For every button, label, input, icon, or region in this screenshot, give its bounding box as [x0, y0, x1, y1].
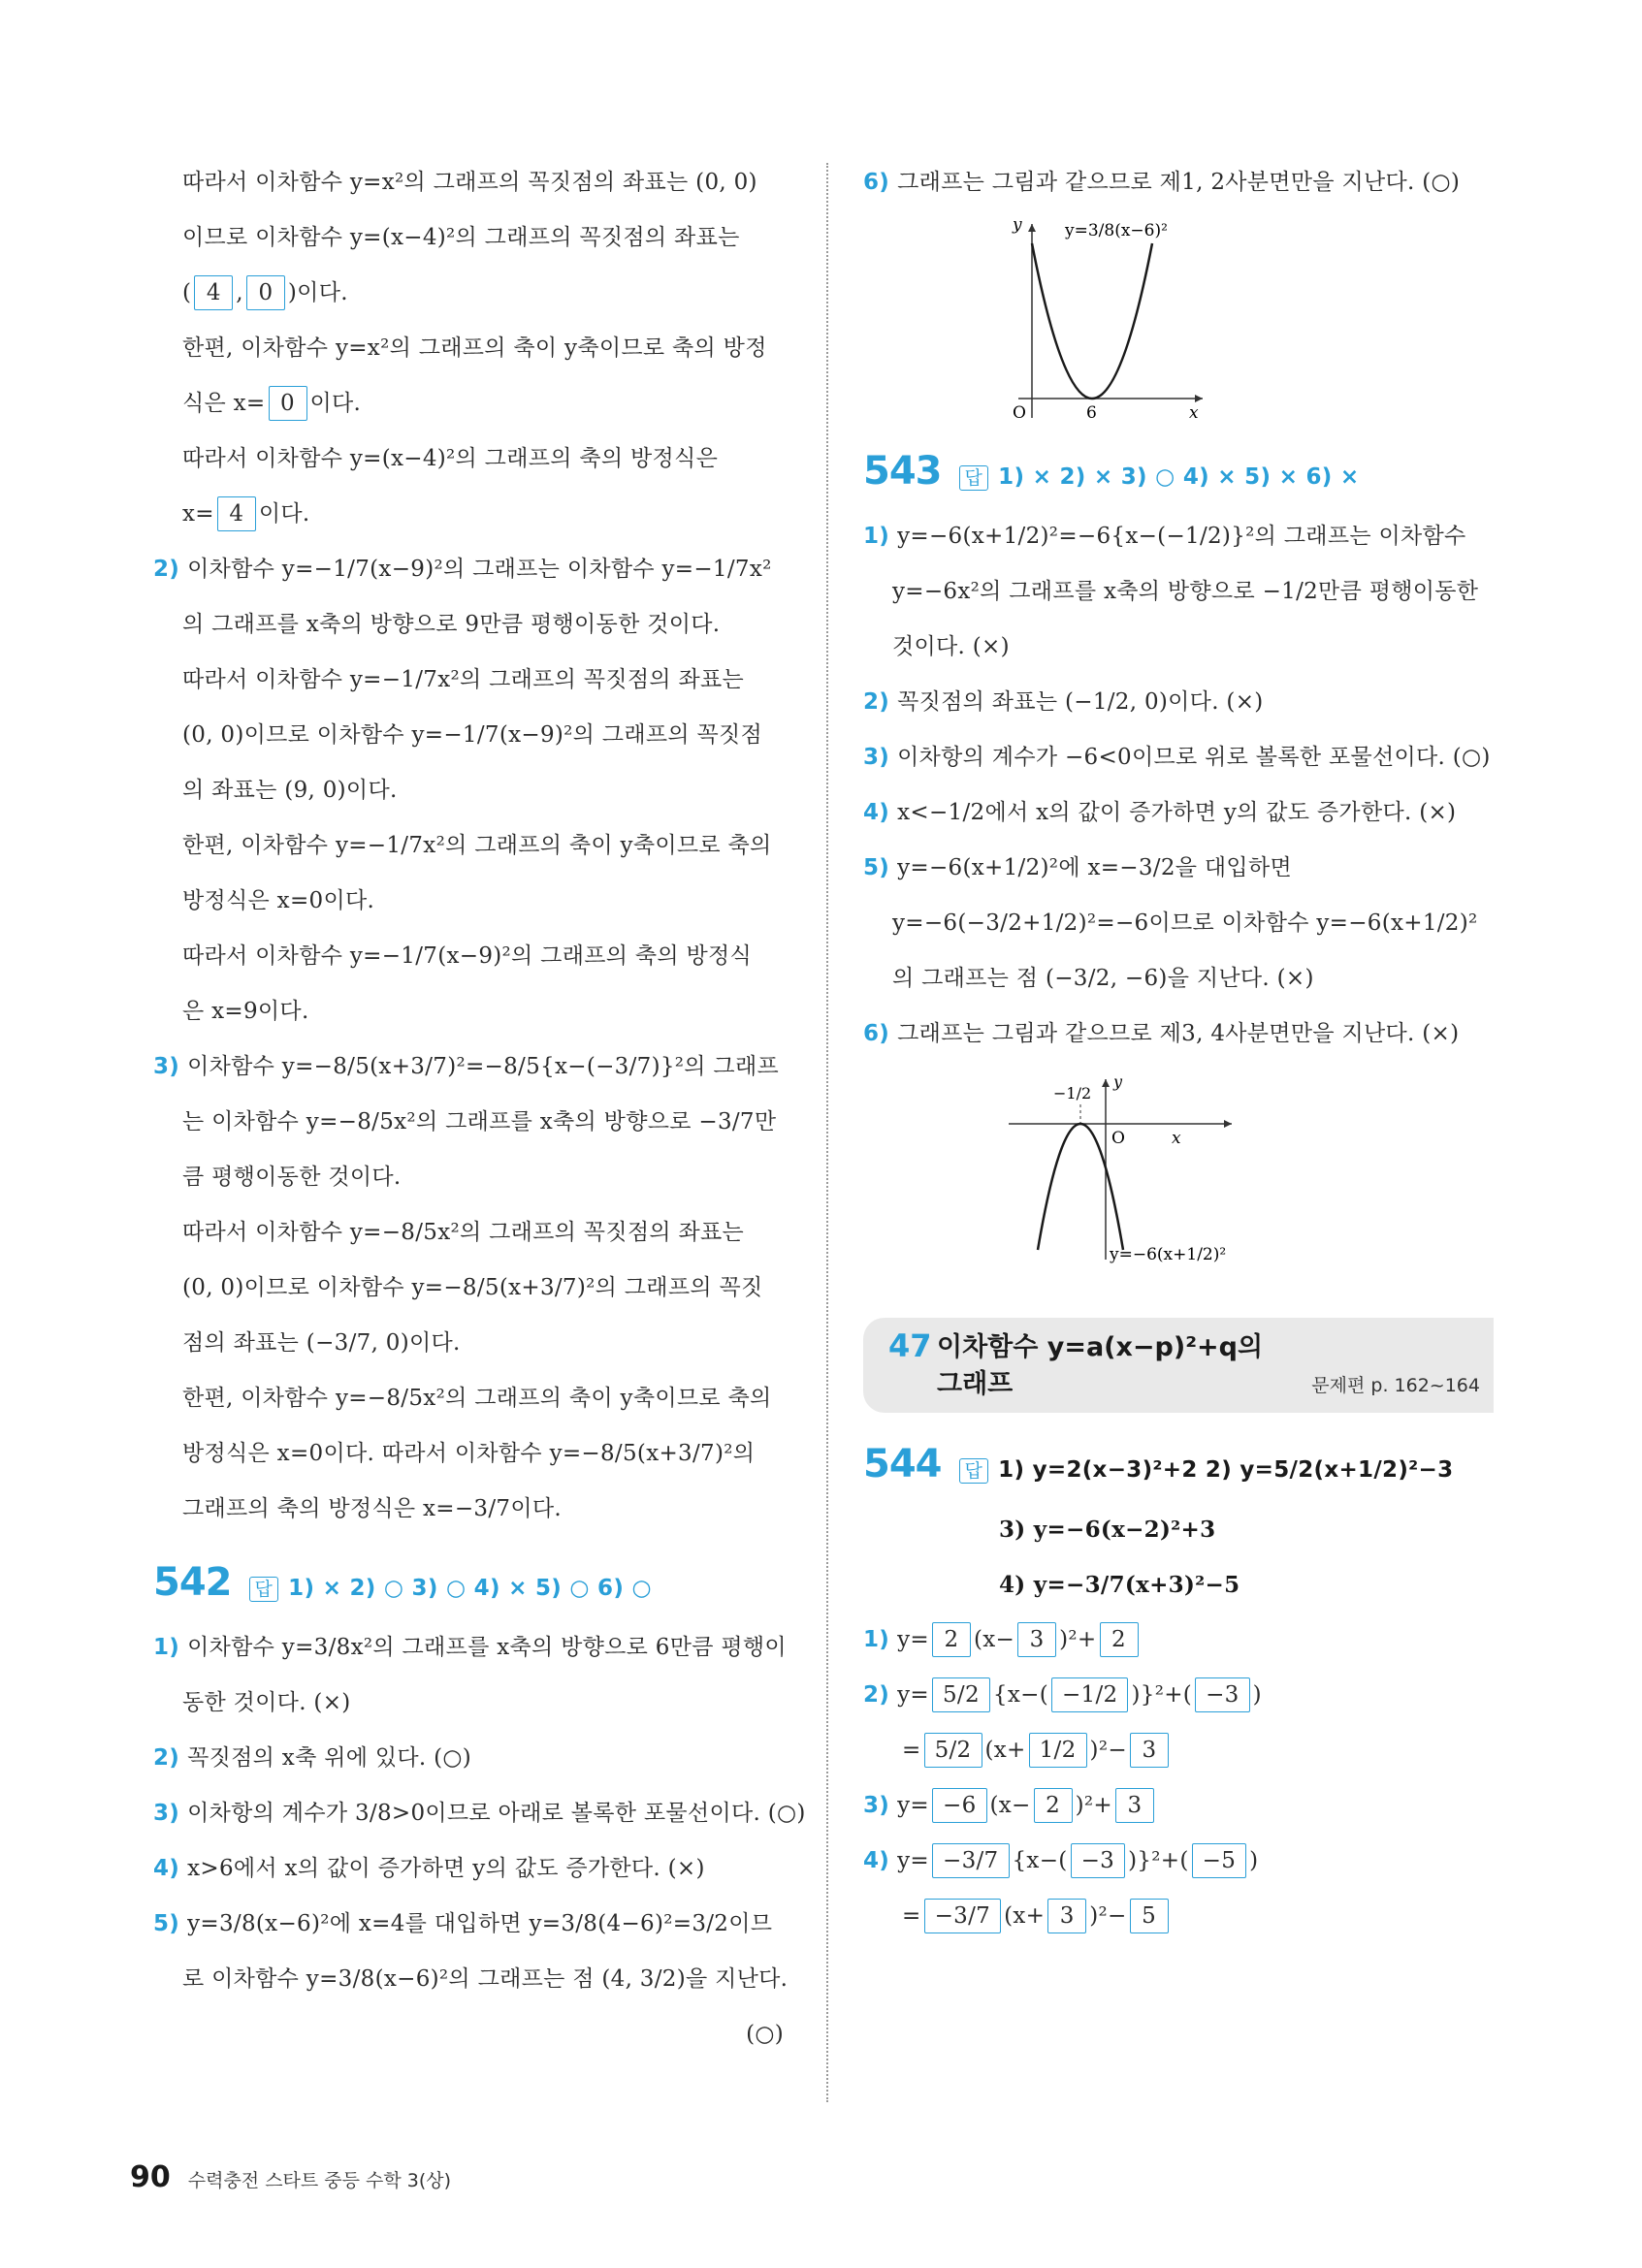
text-line: 따라서 이차함수 y=−1/7x²의 그래프의 꼭짓점의 좌표는 — [182, 667, 745, 692]
text-line: (0, 0)이므로 이차함수 y=−8/5(x+3/7)²의 그래프의 꼭짓 — [182, 1275, 763, 1300]
origin-label: O — [1013, 403, 1026, 423]
answer-box: 2 — [1034, 1788, 1073, 1823]
answer-line: 4) y=−3/7(x+3)²−5 — [999, 1572, 1240, 1598]
end-mark: (○) — [746, 2022, 784, 2047]
text-line: (0, 0)이므로 이차함수 y=−1/7(x−9)²의 그래프의 꼭짓점 — [182, 722, 763, 748]
solution-line: 5) y=−6(x+1/2)²에 x=−3/2을 대입하면 — [863, 855, 1292, 880]
vertex-label: −1/2 — [1053, 1084, 1092, 1102]
answer-box: 5 — [1130, 1899, 1169, 1933]
y-axis-label: y — [1113, 1072, 1123, 1091]
text-line: 점의 좌표는 (−3/7, 0)이다. — [182, 1330, 461, 1356]
x-axis-label: x — [1172, 1129, 1181, 1148]
y-axis-label: y — [1013, 215, 1022, 235]
text-line: 한편, 이차함수 y=−8/5x²의 그래프의 축이 y축이므로 축의 — [182, 1386, 772, 1411]
answer-summary: 1) × 2) × 3) ○ 4) × 5) × 6) × — [998, 464, 1360, 490]
answer-box: 5/2 — [924, 1733, 982, 1768]
answer-box: 3 — [1115, 1788, 1154, 1823]
problem-number: 543 — [863, 449, 942, 494]
answer-box: 2 — [1100, 1622, 1139, 1657]
answer-box: −3 — [1195, 1677, 1250, 1712]
fill-row: 3) y= −6 (x− 2 )²+ 3 — [863, 1778, 1503, 1834]
answer-box: −3 — [1071, 1843, 1126, 1878]
fill-row: = 5/2 (x+ 1/2 )²− 3 — [863, 1723, 1503, 1778]
solution-line: 5) y=3/8(x−6)²에 x=4를 대입하면 y=3/8(4−6)²=3/2이므 — [153, 1911, 773, 1936]
solution-line: 3) 이차항의 계수가 3/8>0이므로 아래로 볼록한 포물선이다. (○) — [153, 1801, 806, 1826]
section-reference: 문제편 p. 162~164 — [1311, 1375, 1480, 1396]
text-line: 의 그래프를 x축의 방향으로 9만큼 평행이동한 것이다. — [182, 612, 721, 637]
fill-row: 4) y= −3/7 {x−( −3 )}²+( −5 ) — [863, 1834, 1503, 1889]
answer-box: 2 — [932, 1622, 971, 1657]
answer-box: −5 — [1192, 1843, 1247, 1878]
axis-eq-line: x= 4 이다. — [153, 487, 793, 542]
solution-line: 1) y=−6(x+1/2)²=−6{x−(−1/2)}²의 그래프는 이차함수 — [863, 524, 1466, 549]
answer-line: 3) y=−6(x−2)²+3 — [999, 1517, 1216, 1543]
answer-box: 5/2 — [932, 1677, 990, 1712]
curve-label: y=3/8(x−6)² — [1065, 221, 1168, 240]
left-column — [153, 155, 806, 2062]
vertex-answer-line: ( 4 , 0 )이다. — [153, 266, 793, 321]
solution-line: 3) 이차항의 계수가 −6<0이므로 위로 볼록한 포물선이다. (○) — [863, 745, 1491, 770]
solution-line: 로 이차함수 y=3/8(x−6)²의 그래프는 점 (4, 3/2)을 지난다. — [182, 1966, 789, 1992]
section-title: 이차함수 y=a(x−p)²+q의 그래프 — [937, 1332, 1264, 1399]
fill-row: 2) y= 5/2 {x−( −1/2 )}²+( −3 ) — [863, 1668, 1503, 1723]
text-line: 한편, 이차함수 y=−1/7x²의 그래프의 축이 y축이므로 축의 — [182, 833, 772, 858]
text-line: 는 이차함수 y=−8/5x²의 그래프를 x축의 방향으로 −3/7만 — [182, 1109, 777, 1134]
text-line: 그래프의 축의 방정식은 x=−3/7이다. — [182, 1496, 562, 1521]
axis-eq-line: 식은 x= 0 이다. — [153, 376, 793, 431]
book-title: 수력충전 스타트 중등 수학 3(상) — [187, 2170, 452, 2191]
answer-box: −3/7 — [932, 1843, 1010, 1878]
text-line: 따라서 이차함수 y=−8/5x²의 그래프의 꼭짓점의 좌표는 — [182, 1220, 745, 1245]
p2-line: 2) 이차함수 y=−1/7(x−9)²의 그래프는 이차함수 y=−1/7x² — [153, 557, 772, 582]
right-column — [863, 155, 1503, 1944]
solution-line: 6) 그래프는 그림과 같으므로 제1, 2사분면만을 지난다. (○) — [863, 170, 1461, 195]
fill-row: 1) y= 2 (x− 3 )²+ 2 — [863, 1613, 1503, 1668]
solution-line: 2) 꼭짓점의 좌표는 (−1/2, 0)이다. (×) — [863, 689, 1264, 715]
curve-label: y=−6(x+1/2)² — [1110, 1245, 1227, 1264]
solution-line: y=−6x²의 그래프를 x축의 방향으로 −1/2만큼 평행이동한 — [892, 579, 1479, 604]
text-line: 은 x=9이다. — [182, 999, 309, 1024]
fill-row: = −3/7 (x+ 3 )²− 5 — [863, 1889, 1503, 1944]
answer-summary: 1) y=2(x−3)²+2 2) y=5/2(x+1/2)²−3 — [998, 1457, 1454, 1483]
column-divider — [826, 163, 828, 2102]
text-line: 이므로 이차함수 y=(x−4)²의 그래프의 꼭짓점의 좌표는 — [182, 225, 740, 250]
solution-line: 4) x<−1/2에서 x의 값이 증가하면 y의 값도 증가한다. (×) — [863, 800, 1457, 825]
solution-line: 의 그래프는 점 (−3/2, −6)을 지난다. (×) — [892, 966, 1314, 991]
page-number: 90 — [130, 2160, 171, 2194]
answer-summary: 1) × 2) ○ 3) ○ 4) × 5) ○ 6) ○ — [288, 1576, 652, 1601]
origin-label: O — [1111, 1129, 1125, 1148]
solution-line: 2) 꼭짓점의 x축 위에 있다. (○) — [153, 1745, 472, 1771]
answer-box: 0 — [269, 386, 307, 421]
problem-number: 544 — [863, 1442, 942, 1486]
answer-box: 0 — [246, 275, 285, 310]
p3-line: 3) 이차함수 y=−8/5(x+3/7)²=−8/5{x−(−3/7)}²의 그래프 — [153, 1054, 779, 1079]
parabola-graph-downward — [999, 1066, 1251, 1279]
solution-line: 것이다. (×) — [892, 634, 1010, 659]
text-line: 방정식은 x=0이다. 따라서 이차함수 y=−8/5(x+3/7)²의 — [182, 1441, 756, 1466]
x-axis-label: x — [1189, 403, 1199, 423]
q543-header — [863, 439, 1503, 509]
answer-box: −1/2 — [1051, 1677, 1129, 1712]
text-line: 따라서 이차함수 y=(x−4)²의 그래프의 축의 방정식은 — [182, 446, 719, 471]
answer-box: 4 — [194, 275, 233, 310]
tick-label: 6 — [1086, 403, 1097, 423]
solution-line: 4) x>6에서 x의 값이 증가하면 y의 값도 증가한다. (×) — [153, 1856, 705, 1881]
text-line: 한편, 이차함수 y=x²의 그래프의 축이 y축이므로 축의 방정 — [182, 335, 767, 361]
section-number: 47 — [888, 1327, 932, 1364]
answer-box: −6 — [932, 1788, 987, 1823]
solution-line: 동한 것이다. (×) — [182, 1690, 351, 1715]
text-line: 의 좌표는 (9, 0)이다. — [182, 778, 398, 803]
answer-box: 4 — [217, 496, 256, 531]
solution-line: 6) 그래프는 그림과 같으므로 제3, 4사분면만을 지난다. (×) — [863, 1021, 1460, 1046]
answer-tag: 답 — [959, 1458, 989, 1484]
text-line: 따라서 이차함수 y=−1/7(x−9)²의 그래프의 축의 방정식 — [182, 943, 753, 969]
q544-header — [863, 1432, 1503, 1502]
answer-box: 1/2 — [1029, 1733, 1087, 1768]
text-line: 따라서 이차함수 y=x²의 그래프의 꼭짓점의 좌표는 (0, 0) — [182, 170, 757, 195]
q542-header — [153, 1550, 793, 1620]
answer-tag: 답 — [249, 1577, 279, 1602]
answer-box: −3/7 — [924, 1899, 1002, 1933]
answer-box: 3 — [1017, 1622, 1056, 1657]
answer-box: 3 — [1047, 1899, 1086, 1933]
solution-line: y=−6(−3/2+1/2)²=−6이므로 이차함수 y=−6(x+1/2)² — [892, 910, 1478, 936]
parabola-graph-upward — [999, 214, 1222, 428]
solution-line: 1) 이차함수 y=3/8x²의 그래프를 x축의 방향으로 6만큼 평행이 — [153, 1635, 787, 1660]
page-footer — [130, 2160, 451, 2194]
answer-box: 3 — [1130, 1733, 1169, 1768]
section-header — [863, 1318, 1494, 1413]
text-line: 방정식은 x=0이다. — [182, 888, 375, 913]
problem-number: 542 — [153, 1560, 232, 1605]
text-line: 큼 평행이동한 것이다. — [182, 1165, 402, 1190]
answer-tag: 답 — [959, 465, 989, 491]
